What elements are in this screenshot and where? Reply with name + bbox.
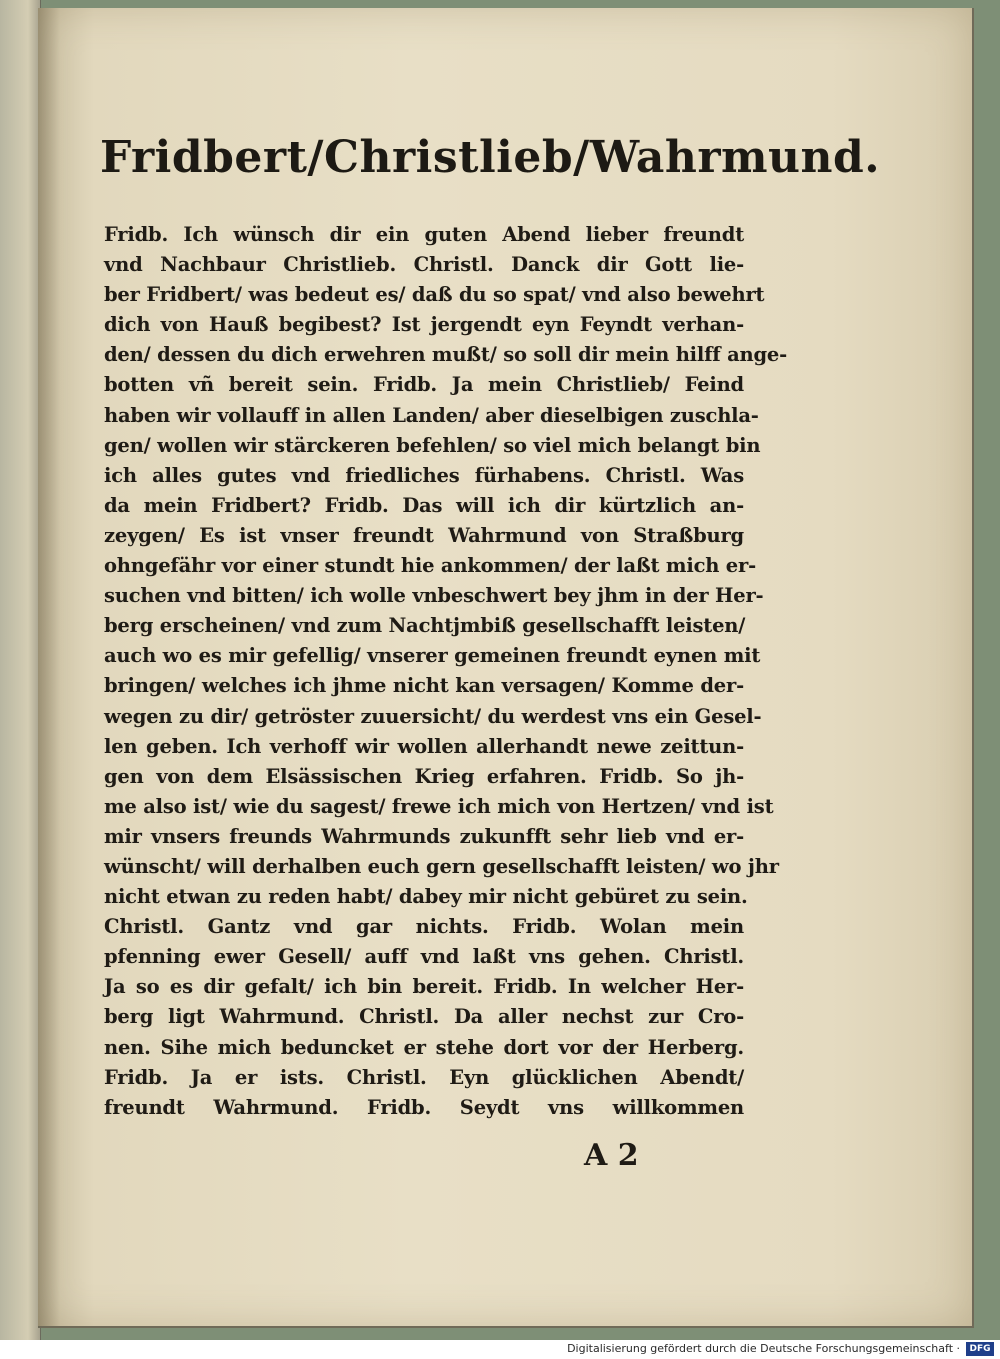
- page-gutter-shadow: [38, 8, 60, 1326]
- text-line: berg erscheinen/ vnd zum Nachtjmbiß gesellschafft leisten/: [104, 614, 746, 638]
- text-line: freundt Wahrmund. Fridb. Seydt vns willkommen: [104, 1095, 744, 1119]
- text-line: wünscht/ will derhalben euch gern gesellschafft leisten/ wo jhr: [104, 854, 779, 878]
- text-line: vnd Nachbaur Christlieb. Christl. Danck dir Gott lie-: [104, 253, 744, 277]
- text-line: Fridb. Ja er ists. Christl. Eyn glücklichen Abendt/: [104, 1065, 744, 1089]
- page-title: Fridbert/Christlieb/Wahrmund.: [100, 132, 881, 183]
- funding-credit: Digitalisierung gefördert durch die Deutsche Forschungsgemeinschaft ·: [567, 1342, 960, 1355]
- text-line: zeygen/ Es ist vnser freundt Wahrmund von Straßburg: [104, 523, 744, 547]
- text-line: suchen vnd bitten/ ich wolle vnbeschwert bey jhm in der Her-: [104, 584, 764, 608]
- text-line: ohngefähr vor einer stundt hie ankommen/ der laßt mich er-: [104, 554, 756, 578]
- signature-mark: A 2: [584, 1138, 639, 1173]
- text-line: nicht etwan zu reden habt/ dabey mir nicht gebüret zu sein.: [104, 885, 748, 909]
- text-line: Ja so es dir gefalt/ ich bin bereit. Fridb. In welcher Her-: [104, 975, 744, 999]
- text-line: bringen/ welches ich jhme nicht kan versagen/ Komme der-: [104, 674, 744, 698]
- text-line: mir vnsers freunds Wahrmunds zukunfft sehr lieb vnd er-: [104, 824, 744, 848]
- text-line: ich alles gutes vnd friedliches fürhabens. Christl. Was: [104, 463, 744, 487]
- text-line: haben wir vollauff in allen Landen/ aber dieselbigen zuschla-: [104, 403, 759, 427]
- text-line: Fridb. Ich wünsch dir ein guten Abend lieber freundt: [104, 223, 744, 246]
- facing-page-edge: [0, 0, 41, 1340]
- text-line: me also ist/ wie du sagest/ frewe ich mich von Hertzen/ vnd ist: [104, 794, 774, 818]
- text-line: botten vñ bereit sein. Fridb. Ja mein Christlieb/ Feind: [104, 373, 744, 397]
- text-line: dich von Hauß begibest? Ist jergendt eyn Feyndt verhan-: [104, 313, 744, 337]
- text-line: ber Fridbert/ was bedeut es/ daß du so spat/ vnd also bewehrt: [104, 283, 765, 307]
- text-line: len geben. Ich verhoff wir wollen allerhandt newe zeittun-: [104, 734, 744, 758]
- text-line: gen/ wollen wir stärckeren befehlen/ so viel mich belangt bin: [104, 433, 761, 457]
- text-line: Christl. Gantz vnd gar nichts. Fridb. Wolan mein: [104, 915, 744, 939]
- body-text: [104, 220, 788, 1123]
- text-line: nen. Sihe mich beduncket er stehe dort vor der Herberg.: [104, 1035, 744, 1059]
- text-line: da mein Fridbert? Fridb. Das will ich dir kürtzlich an-: [104, 493, 744, 517]
- text-line: gen von dem Elsässischen Krieg erfahren. Fridb. So jh-: [104, 764, 744, 788]
- text-line: den/ dessen du dich erwehren mußt/ so soll dir mein hilff ange-: [104, 343, 788, 367]
- text-line: pfenning ewer Gesell/ auff vnd laßt vns gehen. Christl.: [104, 945, 744, 969]
- dfg-logo: DFG: [966, 1342, 994, 1356]
- text-line: wegen zu dir/ getröster zuuersicht/ du werdest vns ein Gesel-: [104, 704, 762, 728]
- footer-bar: [0, 1340, 1000, 1359]
- text-line: berg ligt Wahrmund. Christl. Da aller nechst zur Cro-: [104, 1005, 744, 1029]
- text-line: auch wo es mir gefellig/ vnserer gemeinen freundt eynen mit: [104, 644, 761, 668]
